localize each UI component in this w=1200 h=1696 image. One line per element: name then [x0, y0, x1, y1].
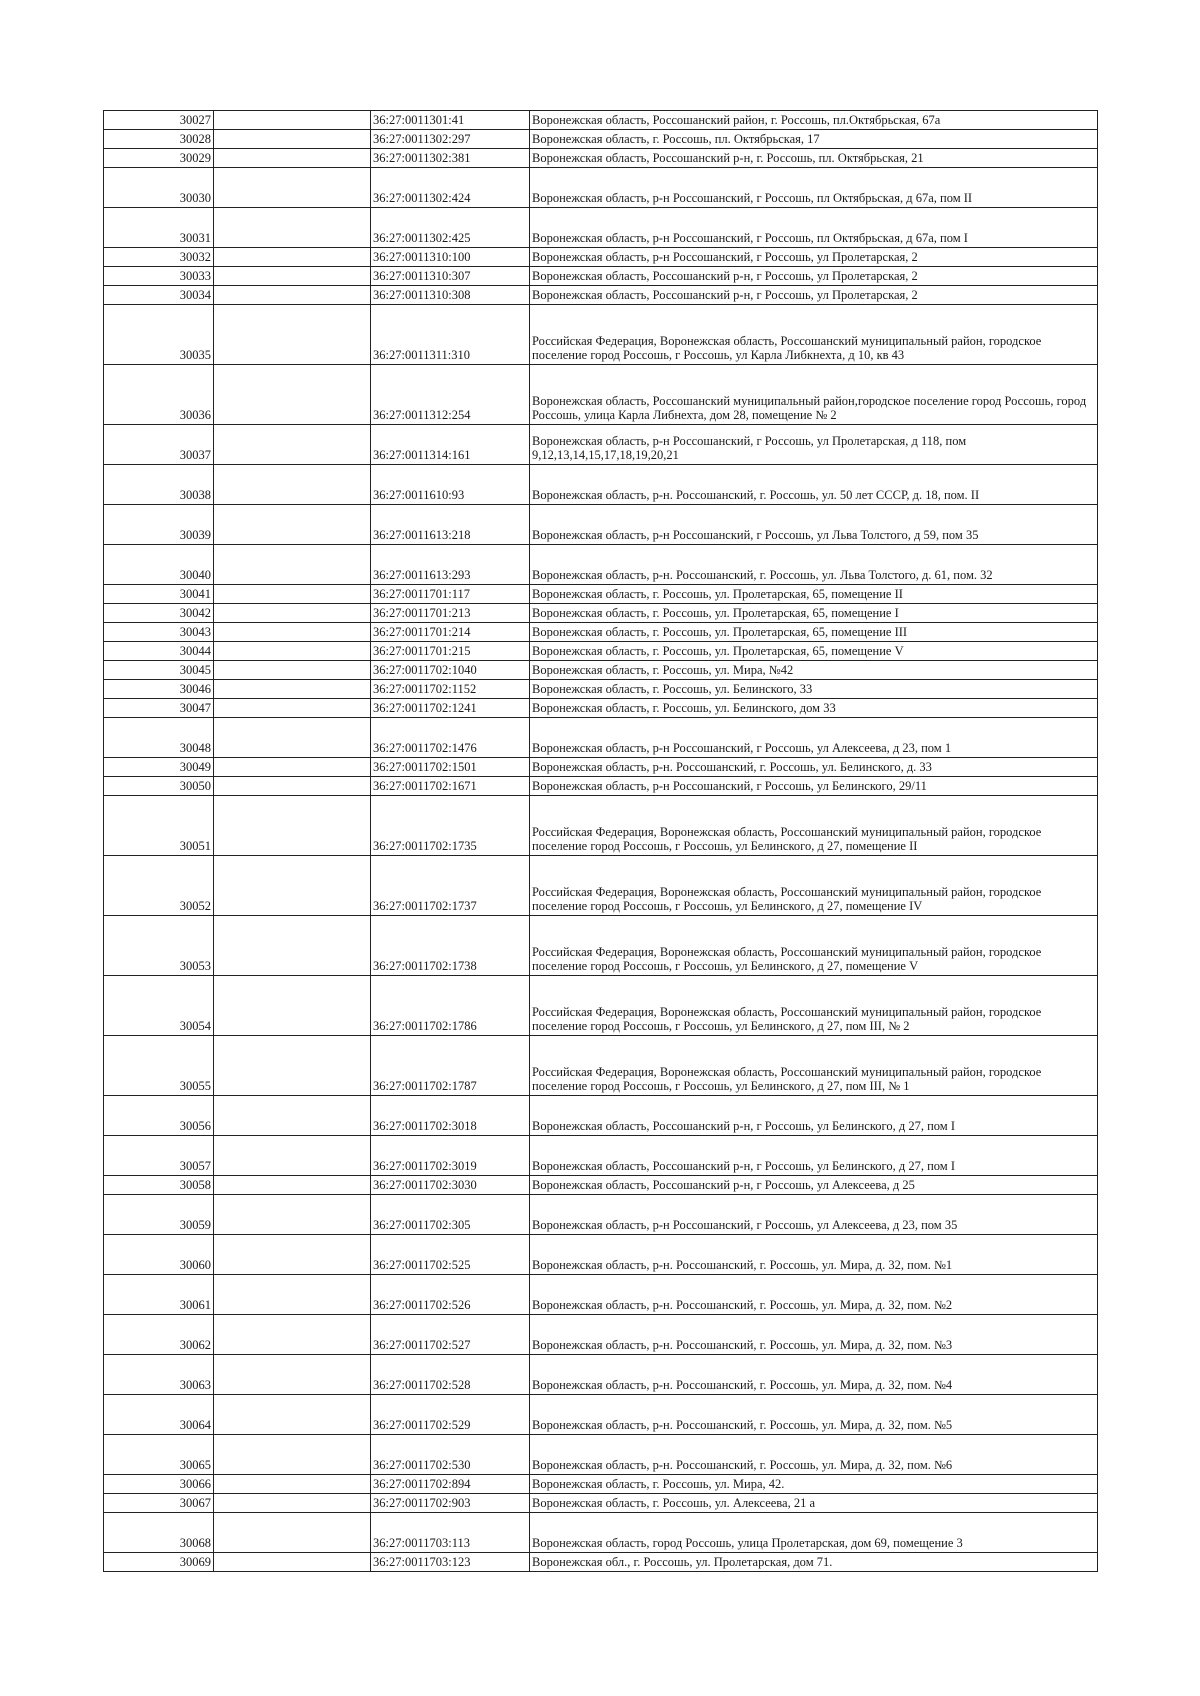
- row-number-cell: 30036: [104, 365, 214, 425]
- cadastral-number-cell: 36:27:0011702:528: [371, 1355, 530, 1395]
- table-row: [104, 248, 1098, 267]
- table-row: [104, 1195, 1098, 1235]
- address-cell: Воронежская область, г. Россошь, пл. Октябрьская, 17: [530, 130, 1098, 149]
- address-cell: Воронежская область, Россошанский р-н, г Россошь, ул Алексеева, д 25: [530, 1176, 1098, 1195]
- empty-cell: [214, 305, 371, 365]
- empty-cell: [214, 976, 371, 1036]
- row-number-cell: 30061: [104, 1275, 214, 1315]
- table-row: [104, 1235, 1098, 1275]
- address-cell: Воронежская область, Россошанский р-н, г Россошь, ул Белинского, д 27, пом I: [530, 1136, 1098, 1176]
- empty-cell: [214, 642, 371, 661]
- cadastral-number-cell: 36:27:0011701:213: [371, 604, 530, 623]
- empty-cell: [214, 505, 371, 545]
- table-row: [104, 1513, 1098, 1553]
- cadastral-number-cell: 36:27:0011702:305: [371, 1195, 530, 1235]
- address-cell: Воронежская область, р-н. Россошанский, г. Россошь, ул. Мира, д. 32, пом. №6: [530, 1435, 1098, 1475]
- address-cell: Воронежская область, р-н. Россошанский, г. Россошь, ул. Белинского, д. 33: [530, 758, 1098, 777]
- row-number-cell: 30038: [104, 465, 214, 505]
- address-cell: Воронежская область, р-н. Россошанский, г. Россошь, ул. Мира, д. 32, пом. №1: [530, 1235, 1098, 1275]
- address-cell: Воронежская область, р-н Россошанский, г Россошь, ул Льва Толстого, д 59, пом 35: [530, 505, 1098, 545]
- empty-cell: [214, 796, 371, 856]
- cadastral-number-cell: 36:27:0011302:381: [371, 149, 530, 168]
- cadastral-number-cell: 36:27:0011703:113: [371, 1513, 530, 1553]
- row-number-cell: 30037: [104, 425, 214, 465]
- row-number-cell: 30044: [104, 642, 214, 661]
- empty-cell: [214, 1553, 371, 1572]
- table-row: [104, 365, 1098, 425]
- table-body: [104, 111, 1098, 1572]
- empty-cell: [214, 680, 371, 699]
- address-cell: Воронежская обл., г. Россошь, ул. Пролетарская, дом 71.: [530, 1553, 1098, 1572]
- address-cell: Воронежская область, Россошанский р-н, г Россошь, ул Белинского, д 27, пом I: [530, 1096, 1098, 1136]
- table-row: [104, 286, 1098, 305]
- cadastral-number-cell: 36:27:0011701:214: [371, 623, 530, 642]
- cadastral-number-cell: 36:27:0011701:117: [371, 585, 530, 604]
- empty-cell: [214, 623, 371, 642]
- address-cell: Воронежская область, р-н. Россошанский, г. Россошь, ул. Мира, д. 32, пом. №3: [530, 1315, 1098, 1355]
- row-number-cell: 30043: [104, 623, 214, 642]
- table-row: [104, 1096, 1098, 1136]
- cadastral-number-cell: 36:27:0011310:308: [371, 286, 530, 305]
- address-cell: Российская Федерация, Воронежская область, Россошанский муниципальный район, городское поселение город Россошь, г Россошь, ул Белинского, д 27, помещение II: [530, 796, 1098, 856]
- cadastral-number-cell: 36:27:0011314:161: [371, 425, 530, 465]
- empty-cell: [214, 718, 371, 758]
- row-number-cell: 30031: [104, 208, 214, 248]
- empty-cell: [214, 585, 371, 604]
- cadastral-number-cell: 36:27:0011702:1040: [371, 661, 530, 680]
- address-cell: Воронежская область, Россошанский р-н, г Россошь, ул Пролетарская, 2: [530, 286, 1098, 305]
- table-row: [104, 642, 1098, 661]
- property-register-table: [103, 110, 1098, 1572]
- row-number-cell: 30048: [104, 718, 214, 758]
- row-number-cell: 30058: [104, 1176, 214, 1195]
- address-cell: Воронежская область, р-н. Россошанский, г. Россошь, ул. Мира, д. 32, пом. №5: [530, 1395, 1098, 1435]
- empty-cell: [214, 604, 371, 623]
- cadastral-number-cell: 36:27:0011702:526: [371, 1275, 530, 1315]
- table-row: [104, 267, 1098, 286]
- address-cell: Воронежская область, р-н. Россошанский, г. Россошь, ул. 50 лет СССР, д. 18, пом. II: [530, 465, 1098, 505]
- table-row: [104, 976, 1098, 1036]
- table-row: [104, 699, 1098, 718]
- table-row: [104, 604, 1098, 623]
- table-row: [104, 1136, 1098, 1176]
- empty-cell: [214, 111, 371, 130]
- cadastral-number-cell: 36:27:0011701:215: [371, 642, 530, 661]
- cadastral-number-cell: 36:27:0011702:1786: [371, 976, 530, 1036]
- address-cell: Воронежская область, город Россошь, улица Пролетарская, дом 69, помещение 3: [530, 1513, 1098, 1553]
- empty-cell: [214, 130, 371, 149]
- row-number-cell: 30051: [104, 796, 214, 856]
- cadastral-number-cell: 36:27:0011702:1737: [371, 856, 530, 916]
- row-number-cell: 30046: [104, 680, 214, 699]
- cadastral-number-cell: 36:27:0011702:530: [371, 1435, 530, 1475]
- row-number-cell: 30041: [104, 585, 214, 604]
- cadastral-number-cell: 36:27:0011613:218: [371, 505, 530, 545]
- cadastral-number-cell: 36:27:0011702:1476: [371, 718, 530, 758]
- row-number-cell: 30034: [104, 286, 214, 305]
- table-row: [104, 856, 1098, 916]
- empty-cell: [214, 1275, 371, 1315]
- empty-cell: [214, 699, 371, 718]
- cadastral-number-cell: 36:27:0011310:100: [371, 248, 530, 267]
- row-number-cell: 30039: [104, 505, 214, 545]
- empty-cell: [214, 1435, 371, 1475]
- cadastral-number-cell: 36:27:0011702:3019: [371, 1136, 530, 1176]
- address-cell: Российская Федерация, Воронежская область, Россошанский муниципальный район, городское поселение город Россошь, г Россошь, ул Белинского, д 27, пом III, № 1: [530, 1036, 1098, 1096]
- empty-cell: [214, 149, 371, 168]
- table-row: [104, 425, 1098, 465]
- table-row: [104, 623, 1098, 642]
- address-cell: Воронежская область, р-н Россошанский, г Россошь, ул Белинского, 29/11: [530, 777, 1098, 796]
- empty-cell: [214, 1096, 371, 1136]
- empty-cell: [214, 286, 371, 305]
- table-row: [104, 130, 1098, 149]
- address-cell: Воронежская область, г. Россошь, ул. Пролетарская, 65, помещение I: [530, 604, 1098, 623]
- row-number-cell: 30032: [104, 248, 214, 267]
- empty-cell: [214, 1176, 371, 1195]
- row-number-cell: 30062: [104, 1315, 214, 1355]
- address-cell: Воронежская область, р-н Россошанский, г Россошь, ул Пролетарская, д 118, пом 9,12,13,14,15,17,18,19,20,21: [530, 425, 1098, 465]
- address-cell: Воронежская область, р-н Россошанский, г Россошь, ул Алексеева, д 23, пом 1: [530, 718, 1098, 758]
- address-cell: Воронежская область, Россошанский район, г. Россошь, пл.Октябрьская, 67а: [530, 111, 1098, 130]
- empty-cell: [214, 425, 371, 465]
- cadastral-number-cell: 36:27:0011312:254: [371, 365, 530, 425]
- address-cell: Воронежская область, г. Россошь, ул. Белинского, 33: [530, 680, 1098, 699]
- empty-cell: [214, 267, 371, 286]
- empty-cell: [214, 1195, 371, 1235]
- row-number-cell: 30042: [104, 604, 214, 623]
- table-row: [104, 777, 1098, 796]
- cadastral-number-cell: 36:27:0011702:1501: [371, 758, 530, 777]
- row-number-cell: 30052: [104, 856, 214, 916]
- empty-cell: [214, 777, 371, 796]
- row-number-cell: 30067: [104, 1494, 214, 1513]
- table-row: [104, 718, 1098, 758]
- empty-cell: [214, 1475, 371, 1494]
- table-row: [104, 661, 1098, 680]
- address-cell: Воронежская область, Россошанский р-н, г Россошь, ул Пролетарская, 2: [530, 267, 1098, 286]
- row-number-cell: 30045: [104, 661, 214, 680]
- cadastral-number-cell: 36:27:0011702:1735: [371, 796, 530, 856]
- cadastral-number-cell: 36:27:0011703:123: [371, 1553, 530, 1572]
- table-row: [104, 111, 1098, 130]
- empty-cell: [214, 1494, 371, 1513]
- table-row: [104, 1315, 1098, 1355]
- empty-cell: [214, 1315, 371, 1355]
- cadastral-number-cell: 36:27:0011702:3030: [371, 1176, 530, 1195]
- cadastral-number-cell: 36:27:0011301:41: [371, 111, 530, 130]
- table-row: [104, 1036, 1098, 1096]
- address-cell: Воронежская область, р-н Россошанский, г Россошь, ул Пролетарская, 2: [530, 248, 1098, 267]
- row-number-cell: 30027: [104, 111, 214, 130]
- table-row: [104, 305, 1098, 365]
- address-cell: Российская Федерация, Воронежская область, Россошанский муниципальный район, городское поселение город Россошь, г Россошь, ул Белинского, д 27, пом III, № 2: [530, 976, 1098, 1036]
- row-number-cell: 30068: [104, 1513, 214, 1553]
- address-cell: Воронежская область, г. Россошь, ул. Алексеева, 21 а: [530, 1494, 1098, 1513]
- address-cell: Воронежская область, р-н Россошанский, г Россошь, пл Октябрьская, д 67а, пом II: [530, 168, 1098, 208]
- cadastral-number-cell: 36:27:0011702:527: [371, 1315, 530, 1355]
- table-row: [104, 796, 1098, 856]
- row-number-cell: 30029: [104, 149, 214, 168]
- address-cell: Воронежская область, Россошанский р-н, г. Россошь, пл. Октябрьская, 21: [530, 149, 1098, 168]
- address-cell: Российская Федерация, Воронежская область, Россошанский муниципальный район, городское поселение город Россошь, г Россошь, ул Белинского, д 27, помещение IV: [530, 856, 1098, 916]
- address-cell: Воронежская область, г. Россошь, ул. Пролетарская, 65, помещение II: [530, 585, 1098, 604]
- row-number-cell: 30033: [104, 267, 214, 286]
- empty-cell: [214, 916, 371, 976]
- table-row: [104, 1176, 1098, 1195]
- table-row: [104, 545, 1098, 585]
- row-number-cell: 30030: [104, 168, 214, 208]
- empty-cell: [214, 1136, 371, 1176]
- table-row: [104, 208, 1098, 248]
- address-cell: Воронежская область, р-н Россошанский, г Россошь, ул Алексеева, д 23, пом 35: [530, 1195, 1098, 1235]
- address-cell: Воронежская область, р-н Россошанский, г Россошь, пл Октябрьская, д 67а, пом I: [530, 208, 1098, 248]
- cadastral-number-cell: 36:27:0011702:1787: [371, 1036, 530, 1096]
- row-number-cell: 30066: [104, 1475, 214, 1494]
- row-number-cell: 30047: [104, 699, 214, 718]
- table-row: [104, 758, 1098, 777]
- empty-cell: [214, 465, 371, 505]
- row-number-cell: 30063: [104, 1355, 214, 1395]
- cadastral-number-cell: 36:27:0011613:293: [371, 545, 530, 585]
- table-row: [104, 916, 1098, 976]
- table-row: [104, 1494, 1098, 1513]
- address-cell: Воронежская область, р-н. Россошанский, г. Россошь, ул. Льва Толстого, д. 61, пом. 32: [530, 545, 1098, 585]
- cadastral-number-cell: 36:27:0011311:310: [371, 305, 530, 365]
- row-number-cell: 30065: [104, 1435, 214, 1475]
- row-number-cell: 30057: [104, 1136, 214, 1176]
- cadastral-number-cell: 36:27:0011302:297: [371, 130, 530, 149]
- table-row: [104, 1475, 1098, 1494]
- cadastral-number-cell: 36:27:0011702:1152: [371, 680, 530, 699]
- table-row: [104, 168, 1098, 208]
- cadastral-number-cell: 36:27:0011702:1671: [371, 777, 530, 796]
- table-row: [104, 1553, 1098, 1572]
- address-cell: Воронежская область, г. Россошь, ул. Мира, 42.: [530, 1475, 1098, 1494]
- table-row: [104, 680, 1098, 699]
- cadastral-number-cell: 36:27:0011610:93: [371, 465, 530, 505]
- empty-cell: [214, 1395, 371, 1435]
- table-row: [104, 1355, 1098, 1395]
- row-number-cell: 30059: [104, 1195, 214, 1235]
- table-row: [104, 505, 1098, 545]
- cadastral-number-cell: 36:27:0011702:3018: [371, 1096, 530, 1136]
- table-row: [104, 585, 1098, 604]
- cadastral-number-cell: 36:27:0011702:525: [371, 1235, 530, 1275]
- row-number-cell: 30055: [104, 1036, 214, 1096]
- empty-cell: [214, 1355, 371, 1395]
- address-cell: Воронежская область, г. Россошь, ул. Мира, №42: [530, 661, 1098, 680]
- cadastral-number-cell: 36:27:0011702:1738: [371, 916, 530, 976]
- address-cell: Воронежская область, г. Россошь, ул. Пролетарская, 65, помещение V: [530, 642, 1098, 661]
- row-number-cell: 30056: [104, 1096, 214, 1136]
- cadastral-number-cell: 36:27:0011702:903: [371, 1494, 530, 1513]
- empty-cell: [214, 1235, 371, 1275]
- cadastral-number-cell: 36:27:0011702:1241: [371, 699, 530, 718]
- empty-cell: [214, 545, 371, 585]
- row-number-cell: 30040: [104, 545, 214, 585]
- cadastral-number-cell: 36:27:0011302:425: [371, 208, 530, 248]
- table-row: [104, 1435, 1098, 1475]
- row-number-cell: 30028: [104, 130, 214, 149]
- empty-cell: [214, 1036, 371, 1096]
- table-row: [104, 149, 1098, 168]
- table-row: [104, 1275, 1098, 1315]
- cadastral-number-cell: 36:27:0011310:307: [371, 267, 530, 286]
- empty-cell: [214, 758, 371, 777]
- empty-cell: [214, 856, 371, 916]
- address-cell: Воронежская область, р-н. Россошанский, г. Россошь, ул. Мира, д. 32, пом. №2: [530, 1275, 1098, 1315]
- empty-cell: [214, 248, 371, 267]
- row-number-cell: 30069: [104, 1553, 214, 1572]
- address-cell: Воронежская область, г. Россошь, ул. Пролетарская, 65, помещение III: [530, 623, 1098, 642]
- cadastral-number-cell: 36:27:0011702:529: [371, 1395, 530, 1435]
- row-number-cell: 30049: [104, 758, 214, 777]
- table-row: [104, 465, 1098, 505]
- row-number-cell: 30064: [104, 1395, 214, 1435]
- address-cell: Воронежская область, р-н. Россошанский, г. Россошь, ул. Мира, д. 32, пом. №4: [530, 1355, 1098, 1395]
- cadastral-number-cell: 36:27:0011302:424: [371, 168, 530, 208]
- row-number-cell: 30054: [104, 976, 214, 1036]
- row-number-cell: 30060: [104, 1235, 214, 1275]
- cadastral-number-cell: 36:27:0011702:894: [371, 1475, 530, 1494]
- empty-cell: [214, 661, 371, 680]
- address-cell: Российская Федерация, Воронежская область, Россошанский муниципальный район, городское поселение город Россошь, г Россошь, ул Карла Либкнехта, д 10, кв 43: [530, 305, 1098, 365]
- row-number-cell: 30050: [104, 777, 214, 796]
- table-row: [104, 1395, 1098, 1435]
- address-cell: Российская Федерация, Воронежская область, Россошанский муниципальный район, городское поселение город Россошь, г Россошь, ул Белинского, д 27, помещение V: [530, 916, 1098, 976]
- empty-cell: [214, 365, 371, 425]
- empty-cell: [214, 168, 371, 208]
- empty-cell: [214, 208, 371, 248]
- address-cell: Воронежская область, Россошанский муниципальный район,городское поселение город Россошь, город Россошь, улица Карла Либнехта, дом 28, помещение № 2: [530, 365, 1098, 425]
- row-number-cell: 30035: [104, 305, 214, 365]
- empty-cell: [214, 1513, 371, 1553]
- row-number-cell: 30053: [104, 916, 214, 976]
- address-cell: Воронежская область, г. Россошь, ул. Белинского, дом 33: [530, 699, 1098, 718]
